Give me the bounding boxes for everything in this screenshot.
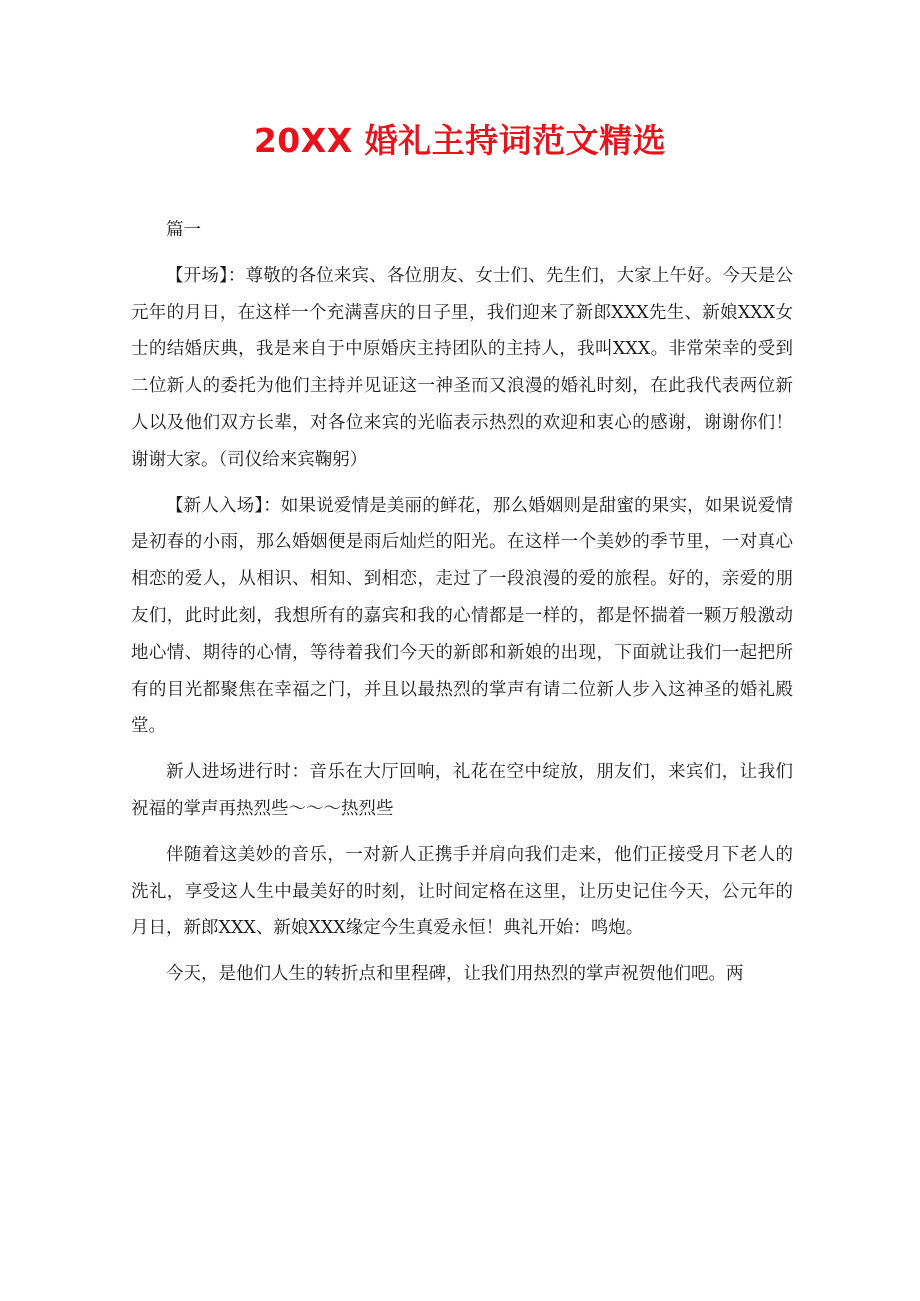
paragraph-ceremony-start: 伴随着这美妙的音乐，一对新人正携手并肩向我们走来，他们正接受月下老人的洗礼，享受这人生中最美好的时刻，让时间定格在这里，让历史记住今天，公元年的月日，新郎XXX、新娘XXX缘定今生真爱永恒！典礼开始：鸣炮。 <box>131 844 793 939</box>
document-title: 20XX 婚礼主持词范文精选 <box>253 121 667 160</box>
paragraph-milestone: 今天，是他们人生的转折点和里程碑，让我们用热烈的掌声祝贺他们吧。两 <box>166 964 744 985</box>
paragraph-entrance: 【新人入场】：如果说爱情是美丽的鲜花，那么婚姻则是甜蜜的果实，如果说爱情是初春的小雨，那么婚姻便是雨后灿烂的阳光。在这样一个美妙的季节里，一对真心相恋的爱人，从相识、相知、到相恋，走过了一段浪漫的爱的旅程。好的，亲爱的朋友们，此时此刻，我想所有的嘉宾和我的心情都是一样的，都是怀揣着一颗万般激动地心情、期待的心情，等待着我们今天的新郎和新娘的出现，下面就让我们一起把所有的目光都聚焦在幸福之门，并且以最热烈的掌声有请二位新人步入这神圣的婚礼殿堂。 <box>131 495 793 737</box>
paragraph-opening: 【开场】：尊敬的各位来宾、各位朋友、女士们、先生们，大家上午好。今天是公元年的月日，在这样一个充满喜庆的日子里，我们迎来了新郎XXX先生、新娘XXX女士的结婚庆典，我是来自于中原婚庆主持团队的主持人，我叫XXX。非常荣幸的受到二位新人的委托为他们主持并见证这一神圣而又浪漫的婚礼时刻，在此我代表两位新人以及他们双方长辈，对各位来宾的光临表示热烈的欢迎和衷心的感谢，谢谢你们！谢谢大家。（司仪给来宾鞠躬） <box>131 265 793 470</box>
section-label: 篇一 <box>166 220 201 240</box>
paragraph-entrance-progress: 新人进场进行时：音乐在大厅回响，礼花在空中绽放，朋友们，来宾们，让我们祝福的掌声再热烈些～～～热烈些 <box>131 762 793 819</box>
document-body <box>131 212 793 993</box>
